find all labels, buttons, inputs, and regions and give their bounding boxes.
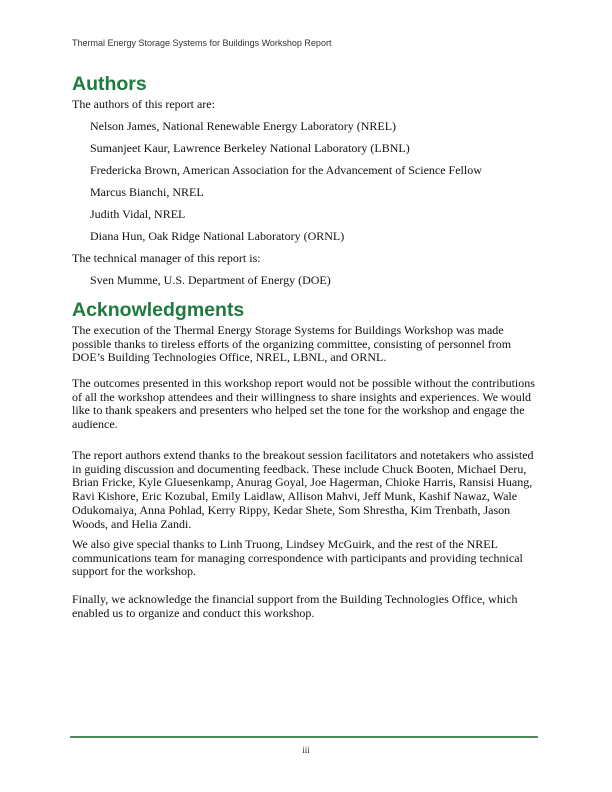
author-item: Sumanjeet Kaur, Lawrence Berkeley National Laboratory (LBNL) — [90, 141, 410, 155]
running-header: Thermal Energy Storage Systems for Buildings Workshop Report — [72, 38, 332, 48]
authors-heading: Authors — [72, 73, 147, 95]
ack-paragraph: Finally, we acknowledge the financial support from the Building Technologies Office, which enabled us to organize and conduct this workshop. — [72, 592, 518, 620]
author-item: Fredericka Brown, American Association for the Advancement of Science Fellow — [90, 163, 482, 177]
author-item: Judith Vidal, NREL — [90, 207, 186, 221]
page-number: iii — [302, 745, 310, 755]
author-item: Marcus Bianchi, NREL — [90, 185, 204, 199]
author-item: Nelson James, National Renewable Energy Laboratory (NREL) — [90, 119, 397, 133]
footer-rule — [70, 736, 538, 738]
ack-paragraph: The outcomes presented in this workshop report would not be possible without the contributions of all the workshop attendees and their willingness to share insights and experiences. We would like to thank speakers and presenters who helped set the tone for the workshop and engage the audience. — [72, 376, 535, 432]
author-item: Diana Hun, Oak Ridge National Laboratory (ORNL) — [90, 229, 345, 243]
ack-paragraph: The report authors extend thanks to the breakout session facilitators and notetakers who assisted in guiding discussion and documenting feedback. These include Chuck Booten, Michael Deru, Brian Fricke, Kyle Gluesenkamp, Anurag Goyal, Joe Hagerman, Chioke Harris, Ransisi Huang, Ravi Kishore, Eric Kozubal, Emily Laidlaw, Allison Mahvi, Jeff Munk, Kashif Nawaz, Wale Odukomaiya, Anna Pohlad, Kerry Rippy, Kedar Shete, Som Shrestha, Kim Trenbath, Jason Woods, and Helia Zandi. — [72, 448, 534, 531]
ack-paragraph: We also give special thanks to Linh Truong, Lindsey McGuirk, and the rest of the NREL communications team for managing correspondence with participants and providing technical support for the workshop. — [72, 537, 523, 579]
acknowledgments-heading: Acknowledgments — [72, 299, 245, 321]
authors-intro: The authors of this report are: — [72, 97, 215, 111]
manager-intro: The technical manager of this report is: — [72, 251, 261, 265]
ack-paragraph: The execution of the Thermal Energy Storage Systems for Buildings Workshop was made possible thanks to tireless efforts of the organizing committee, consisting of personnel from DOE’s Building Technologies Office, NREL, LBNL, and ORNL. — [72, 323, 512, 365]
technical-manager: Sven Mumme, U.S. Department of Energy (DOE) — [90, 273, 331, 287]
